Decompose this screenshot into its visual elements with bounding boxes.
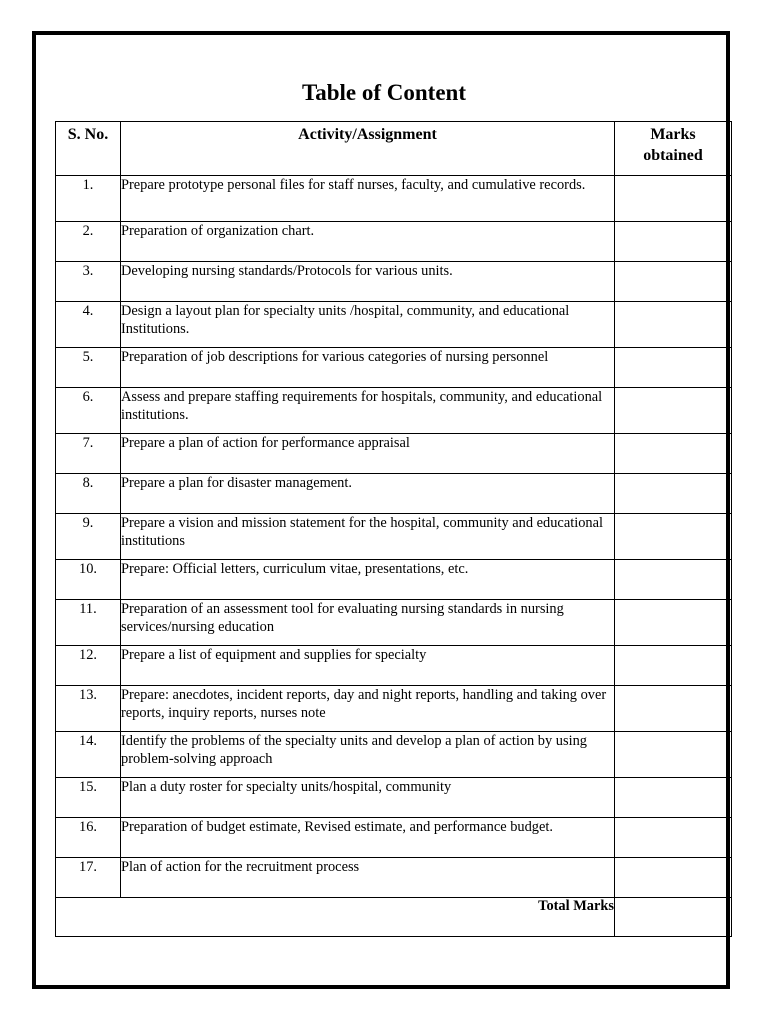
row-marks bbox=[615, 514, 732, 560]
row-number: 14. bbox=[56, 732, 121, 778]
row-marks bbox=[615, 818, 732, 858]
row-number: 1. bbox=[56, 176, 121, 222]
table-row bbox=[56, 600, 732, 646]
header-marks-line1: Marks bbox=[650, 126, 696, 143]
row-number: 9. bbox=[56, 514, 121, 560]
table-row bbox=[56, 348, 732, 388]
row-number: 7. bbox=[56, 434, 121, 474]
row-number: 2. bbox=[56, 222, 121, 262]
row-activity: Developing nursing standards/Protocols for various units. bbox=[121, 262, 615, 302]
row-number: 16. bbox=[56, 818, 121, 858]
table-header-row bbox=[56, 122, 732, 176]
table-row bbox=[56, 732, 732, 778]
table-row bbox=[56, 560, 732, 600]
row-activity: Preparation of an assessment tool for evaluating nursing standards in nursing services/nursing education bbox=[121, 600, 615, 646]
row-activity: Prepare: anecdotes, incident reports, day and night reports, handling and taking over reports, inquiry reports, nurses note bbox=[121, 686, 615, 732]
row-marks bbox=[615, 474, 732, 514]
row-marks bbox=[615, 686, 732, 732]
row-activity: Prepare a vision and mission statement for the hospital, community and educational institutions bbox=[121, 514, 615, 560]
row-number: 12. bbox=[56, 646, 121, 686]
row-marks bbox=[615, 646, 732, 686]
table-body bbox=[56, 176, 732, 937]
table-row bbox=[56, 474, 732, 514]
row-number: 15. bbox=[56, 778, 121, 818]
row-marks bbox=[615, 388, 732, 434]
table-row bbox=[56, 514, 732, 560]
row-number: 11. bbox=[56, 600, 121, 646]
table-row bbox=[56, 262, 732, 302]
row-marks bbox=[615, 222, 732, 262]
row-activity: Prepare: Official letters, curriculum vitae, presentations, etc. bbox=[121, 560, 615, 600]
table-row bbox=[56, 302, 732, 348]
row-marks bbox=[615, 560, 732, 600]
row-number: 17. bbox=[56, 858, 121, 898]
row-number: 13. bbox=[56, 686, 121, 732]
content-table bbox=[55, 121, 732, 937]
table-row bbox=[56, 176, 732, 222]
row-number: 5. bbox=[56, 348, 121, 388]
row-marks bbox=[615, 434, 732, 474]
table-row bbox=[56, 646, 732, 686]
row-marks bbox=[615, 778, 732, 818]
table-row bbox=[56, 818, 732, 858]
total-marks-label: Total Marks bbox=[56, 898, 615, 937]
row-number: 3. bbox=[56, 262, 121, 302]
table-row bbox=[56, 858, 732, 898]
row-number: 10. bbox=[56, 560, 121, 600]
row-activity: Plan of action for the recruitment process bbox=[121, 858, 615, 898]
table-row bbox=[56, 686, 732, 732]
row-marks bbox=[615, 600, 732, 646]
header-activity: Activity/Assignment bbox=[121, 122, 615, 176]
row-marks bbox=[615, 348, 732, 388]
row-number: 6. bbox=[56, 388, 121, 434]
table-row bbox=[56, 778, 732, 818]
row-activity: Preparation of job descriptions for various categories of nursing personnel bbox=[121, 348, 615, 388]
page-title: Table of Content bbox=[302, 80, 466, 105]
row-activity: Prepare prototype personal files for staff nurses, faculty, and cumulative records. bbox=[121, 176, 615, 222]
row-activity: Preparation of budget estimate, Revised estimate, and performance budget. bbox=[121, 818, 615, 858]
row-number: 8. bbox=[56, 474, 121, 514]
table-row bbox=[56, 388, 732, 434]
row-activity: Identify the problems of the specialty units and develop a plan of action by using problem-solving approach bbox=[121, 732, 615, 778]
table-row bbox=[56, 222, 732, 262]
row-activity: Preparation of organization chart. bbox=[121, 222, 615, 262]
row-number: 4. bbox=[56, 302, 121, 348]
row-activity: Design a layout plan for specialty units /hospital, community, and educational Institutions. bbox=[121, 302, 615, 348]
row-marks bbox=[615, 302, 732, 348]
header-marks bbox=[615, 122, 732, 176]
row-activity: Plan a duty roster for specialty units/hospital, community bbox=[121, 778, 615, 818]
row-marks bbox=[615, 262, 732, 302]
row-activity: Prepare a list of equipment and supplies for specialty bbox=[121, 646, 615, 686]
total-marks-value bbox=[615, 898, 732, 937]
row-activity: Prepare a plan for disaster management. bbox=[121, 474, 615, 514]
header-marks-line2: obtained bbox=[643, 147, 703, 164]
row-marks bbox=[615, 858, 732, 898]
row-activity: Assess and prepare staffing requirements for hospitals, community, and educational institutions. bbox=[121, 388, 615, 434]
row-marks bbox=[615, 176, 732, 222]
table-row bbox=[56, 434, 732, 474]
row-marks bbox=[615, 732, 732, 778]
total-row bbox=[56, 898, 732, 937]
header-sno: S. No. bbox=[56, 122, 121, 176]
row-activity: Prepare a plan of action for performance appraisal bbox=[121, 434, 615, 474]
